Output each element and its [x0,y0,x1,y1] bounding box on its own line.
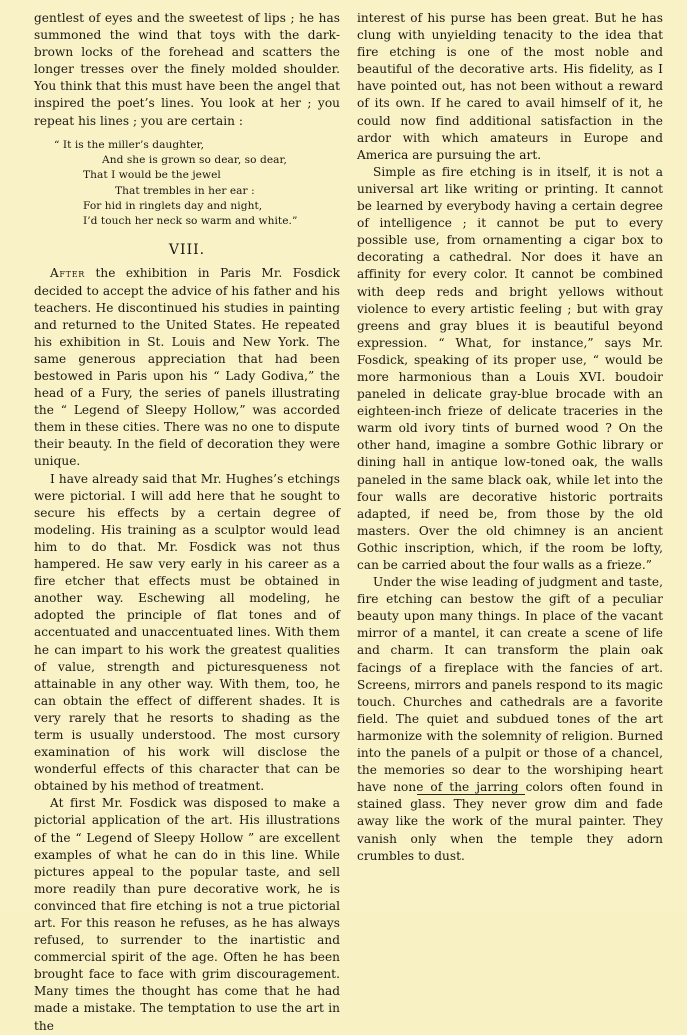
poem-line-4: That trembles in her ear : [115,184,255,197]
section-paragraph-1-text: the exhibition in Paris Mr. Fosdick decided to accept the advice of his father and his teachers. He discontinued his studies in painting and returned to the United States. He repeated his exhibition in St. Louis and New York. The same generous appreciation that had been bestowed in Paris upon his “ Lady Godiva,” the head of a Fury, the series of panels illustrating the “ Legend of Sleepy Hollow,” was accorded them in these cities. There was no one to dispute their beauty. In the field of decoration they were unique. [34,266,340,469]
poem-line-2: And she is grown so dear, so dear, [102,153,287,166]
left-text-column [34,10,340,1033]
section-paragraph-2: I have already said that Mr. Hughes’s etchings were pictorial. I will add here that he sought to secure his effects by a certain degree of modeling. His training as a sculptor would lead him to do that. Mr. Fosdick was not thus hampered. He saw very early in his career as a fire etcher that effects must be obtained in another way. Eschewing all modeling, he adopted the principle of flat tones and of accentuated and unaccentuated lines. With them he can impart to his work the greatest qualities of value, strength and picturesqueness not attainable in any other way. With them, too, he can obtain the effect of different shades. It is very rarely that he resorts to shading as the term is usually understood. The most cursory examination of his work will disclose the wonderful effects of this character that can be obtained by his method of treatment. [34,471,340,794]
closing-paragraph: Under the wise leading of judgment and taste, fire etching can bestow the gift of a peculiar beauty upon many things. In place of the vacant mirror of a mantel, it can create a scene of life and charm. It can transform the plain oak facings of a fireplace with the fancies of art. Screens, mirrors and panels respond to its magic touch. Churches and cathedrals are a favorite field. The quiet and subdued tones of the art harmonize with the solemnity of religion. Burned into the panels of a pulpit or those of a chancel, the memories so dear to the worshiping heart have none of the jarring colors often found in stained glass. They never grow dim and fade away like the work of the mural painter. They vanish only when the temple they adorn crumbles to dust. [357,575,663,863]
fire-etching-paragraph: Simple as fire etching is in itself, it is not a universal art like writing or printing. It cannot be learned by everybody having a certain degree of intelligence ; it cannot be put to every possible use, from ornamenting a cigar box to decorating a cathedral. Nor does it have an affinity for every color. It cannot be combined with deep reds and bright yellows without violence to every artistic feeling ; but with gray greens and gray blues it is beautiful beyond expression. “ What, for instance,” says Mr. Fosdick, speaking of its proper use, “ would be more harmonious than a Louis XVI. boudoir paneled in delicate gray-blue brocade with an eighteen-inch frieze of delicate traceries in the warm old ivory tints of burned wood ? On the other hand, imagine a sombre Gothic library or dining hall in antique low-toned oak, the walls paneled in the same black oak, while let into the four walls are decorative historic portraits adapted, if need be, from those by the old masters. Over the old chimney is an ancient Gothic inscription, which, if the room be lofty, can be carried about the four walls as a frieze.” [357,164,663,572]
poem-quotation [34,138,340,230]
poem-line-5: For hid in ringlets day and night, [83,199,263,212]
poem-line-3: That I would be the jewel [83,169,221,182]
continuation-paragraph: interest of his purse has been great. But he has clung with unyielding tenacity to the idea that fire etching is one of the most noble and beautiful of the decorative arts. His fidelity, as I have pointed out, has not been without a reward of its own. If he cared to avail himself of it, he could now find additional satisfaction in the ardor with which amateurs in Europe and America are pursuing the art. [357,11,663,162]
section-paragraph-3: At first Mr. Fosdick was disposed to make a pictorial application of the art. His illustrations of the “ Legend of Sleepy Hollow ” are excellent examples of what he can do in this line. While pictures appeal to the popular taste, and sell more readily than pure decorative work, he is convinced that fire etching is not a true pictorial art. For this reason he refuses, as he has always refused, to surrender to the inartistic and commercial spirit of the age. Often he has been brought face to face with grim discouragement. Many times the thought has come that he had made a mistake. The temptation to use the art in the [34,796,340,1033]
poem-line-6: I’d touch her neck so warm and white.” [83,215,298,228]
section-heading: VIII. [168,242,206,259]
section-first-word: After [50,266,85,281]
right-text-column [357,10,663,863]
article-end-rule [417,794,525,795]
intro-paragraph: gentlest of eyes and the sweetest of lips ; he has summoned the wind that toys with the dark-brown locks of the forehead and scatters the longer tresses over the finely molded shoulder. You think that this must have been the angel that inspired the poet’s lines. You look at her ; you repeat his lines ; you are certain : [34,11,340,128]
poem-line-1: “ It is the miller’s daughter, [54,138,205,151]
section-paragraph-1 [34,265,340,470]
